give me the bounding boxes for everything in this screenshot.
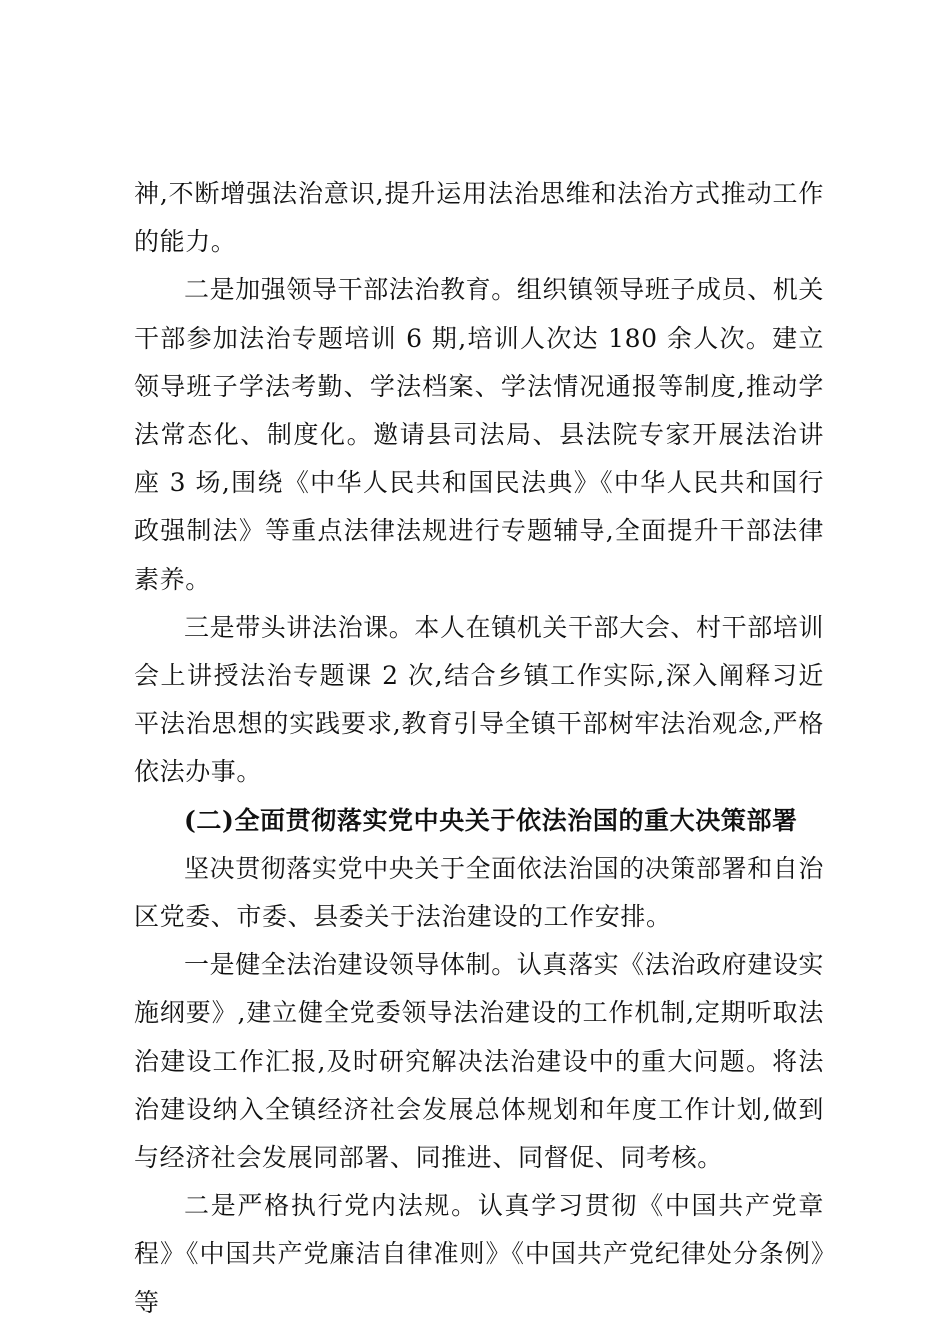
- paragraph-leadership-education: 二是加强领导干部法治教育。组织镇领导班子成员、机关干部参加法治专题培训 6 期,培训人次达 180 余人次。建立领导班子学法考勤、学法档案、学法情况通报等制度,推动学法常态化、制度化。邀请县司法局、县法院专家开展法治讲座 3 场,围绕《中华人民共和国民法典》《中华人民共和国行政强制法》等重点法律法规进行专题辅导,全面提升干部法律素养。: [134, 275, 825, 594]
- paragraph-implementation: 坚决贯彻落实党中央关于全面依法治国的决策部署和自治区党委、市委、县委关于法治建设的工作安排。: [134, 853, 825, 932]
- paragraph-continuation: 神,不断增强法治意识,提升运用法治思维和法治方式推动工作的能力。: [134, 179, 824, 257]
- paragraph-party-regulations: 二是严格执行党内法规。认真学习贯彻《中国共产党章程》《中国共产党廉洁自律准则》《中国共产党纪律处分条例》等: [134, 1191, 824, 1317]
- section-heading: (二)全面贯彻落实党中央关于依法治国的重大决策部署: [184, 805, 798, 835]
- paragraph-law-lectures: 三是带头讲法治课。本人在镇机关干部大会、村干部培训会上讲授法治专题课 2 次,结合乡镇工作实际,深入阐释习近平法治思想的实践要求,教育引导全镇干部树牢法治观念,严格依法办事。: [134, 612, 825, 787]
- document-body: [134, 170, 824, 1327]
- paragraph-leadership-system: 一是健全法治建设领导体制。认真落实《法治政府建设实施纲要》,建立健全党委领导法治建设的工作机制,定期听取法治建设工作汇报,及时研究解决法治建设中的重大问题。将法治建设纳入全镇经济社会发展总体规划和年度工作计划,做到与经济社会发展同部署、同推进、同督促、同考核。: [134, 950, 825, 1173]
